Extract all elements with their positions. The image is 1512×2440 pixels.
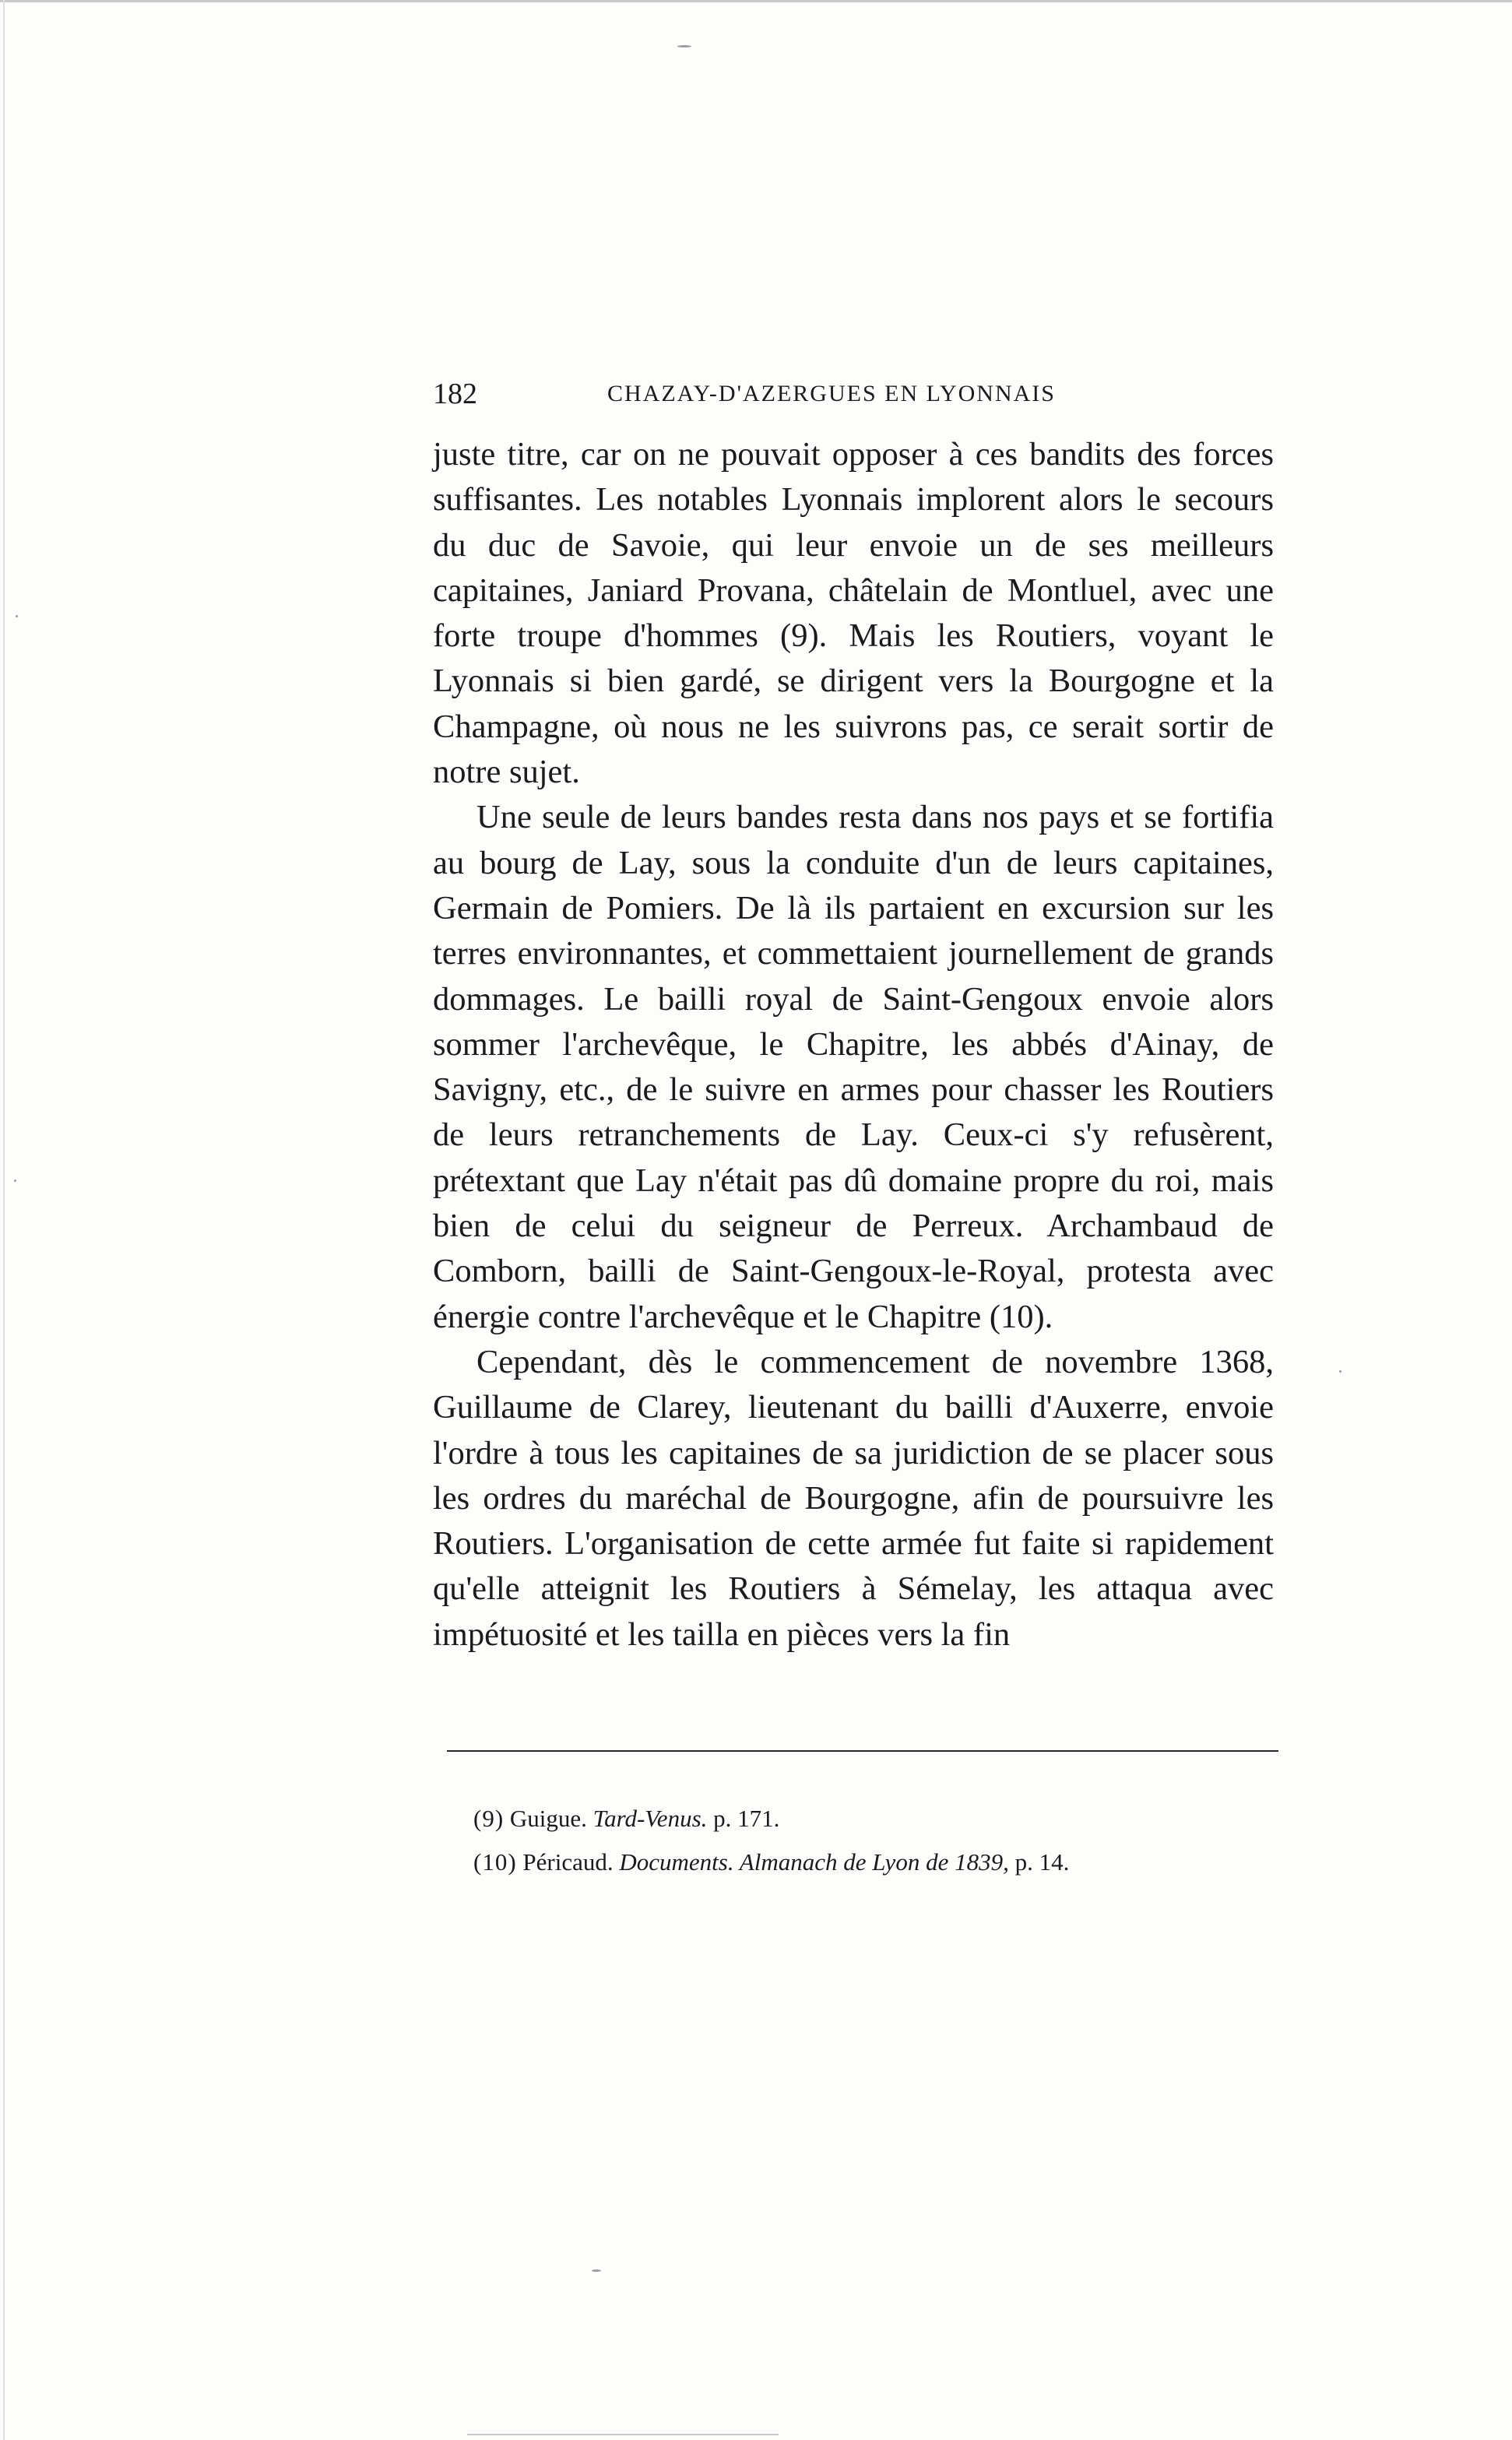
footnote-author: Guigue.: [509, 1805, 587, 1832]
scan-edge-artifact: [3, 0, 5, 2440]
scan-edge-artifact: [0, 0, 1512, 2]
footnote-item: [473, 1797, 1275, 1841]
body-text: [433, 432, 1274, 1658]
footnote-page: p. 14.: [1014, 1848, 1070, 1876]
footnote-title: Tard-Venus.: [592, 1805, 708, 1832]
footnotes: [473, 1797, 1275, 1884]
footnote-item: [473, 1841, 1275, 1884]
page-header: [433, 371, 1274, 417]
scan-speck: [592, 2269, 601, 2272]
page-number: 182: [433, 378, 477, 410]
paragraph: juste titre, car on ne pouvait opposer à ces bandits des forces suffisantes. Les notables Lyonnais implorent alors le secours du duc de Savoie, qui leur envoie un de ses meilleurs capitaines, Janiard Provana, châtelain de Montluel, avec une forte troupe d'hommes (9). Mais les Routiers, voyant le Lyonnais si bien gardé, se dirigent vers la Bourgogne et la Champagne, où nous ne les suivrons pas, ce serait sortir de notre sujet.: [433, 436, 1274, 791]
scan-edge-artifact: [467, 2434, 779, 2435]
footnote-author: Péricaud.: [522, 1848, 614, 1876]
footnote-number: (9): [473, 1805, 505, 1832]
footnote-separator: [447, 1750, 1278, 1752]
footnote-title: Documents. Almanach de Lyon de 1839,: [619, 1848, 1009, 1876]
scan-speck: [14, 1180, 16, 1182]
running-title: CHAZAY-D'AZERGUES EN LYONNAIS: [607, 381, 1056, 406]
paragraph: Une seule de leurs bandes resta dans nos pays et se fortifia au bourg de Lay, sous la conduite d'un de leurs capitaines, Germain de Pomiers. De là ils partaient en excursion sur les terres environnantes, et commettaient journellement de grands dommages. Le bailli royal de Saint-Gengoux envoie alors sommer l'archevêque, le Chapitre, les abbés d'Ainay, de Savigny, etc., de le suivre en armes pour chasser les Routiers de leurs retranchements de Lay. Ceux-ci s'y refusèrent, prétextant que Lay n'était pas dû domaine propre du roi, mais bien de celui du seigneur de Perreux. Archambaud de Comborn, bailli de Saint-Gengoux-le-Royal, protesta avec énergie contre l'archevêque et le Chapitre (10).: [433, 799, 1274, 1335]
paragraph: Cependant, dès le commencement de novembre 1368, Guillaume de Clarey, lieutenant du bailli d'Auxerre, envoie l'ordre à tous les capitaines de sa juridiction de se placer sous les ordres du maréchal de Bourgogne, afin de poursuivre les Routiers. L'organisation de cette armée fut faite si rapidement qu'elle atteignit les Routiers à Sémelay, les attaqua avec impétuosité et les tailla en pièces vers la fin: [433, 1343, 1274, 1653]
scan-speck: [677, 45, 691, 47]
footnote-number: (10): [473, 1848, 517, 1876]
scan-speck: [1339, 1370, 1341, 1373]
footnote-page: p. 171.: [713, 1805, 780, 1832]
scan-speck: [16, 615, 18, 617]
